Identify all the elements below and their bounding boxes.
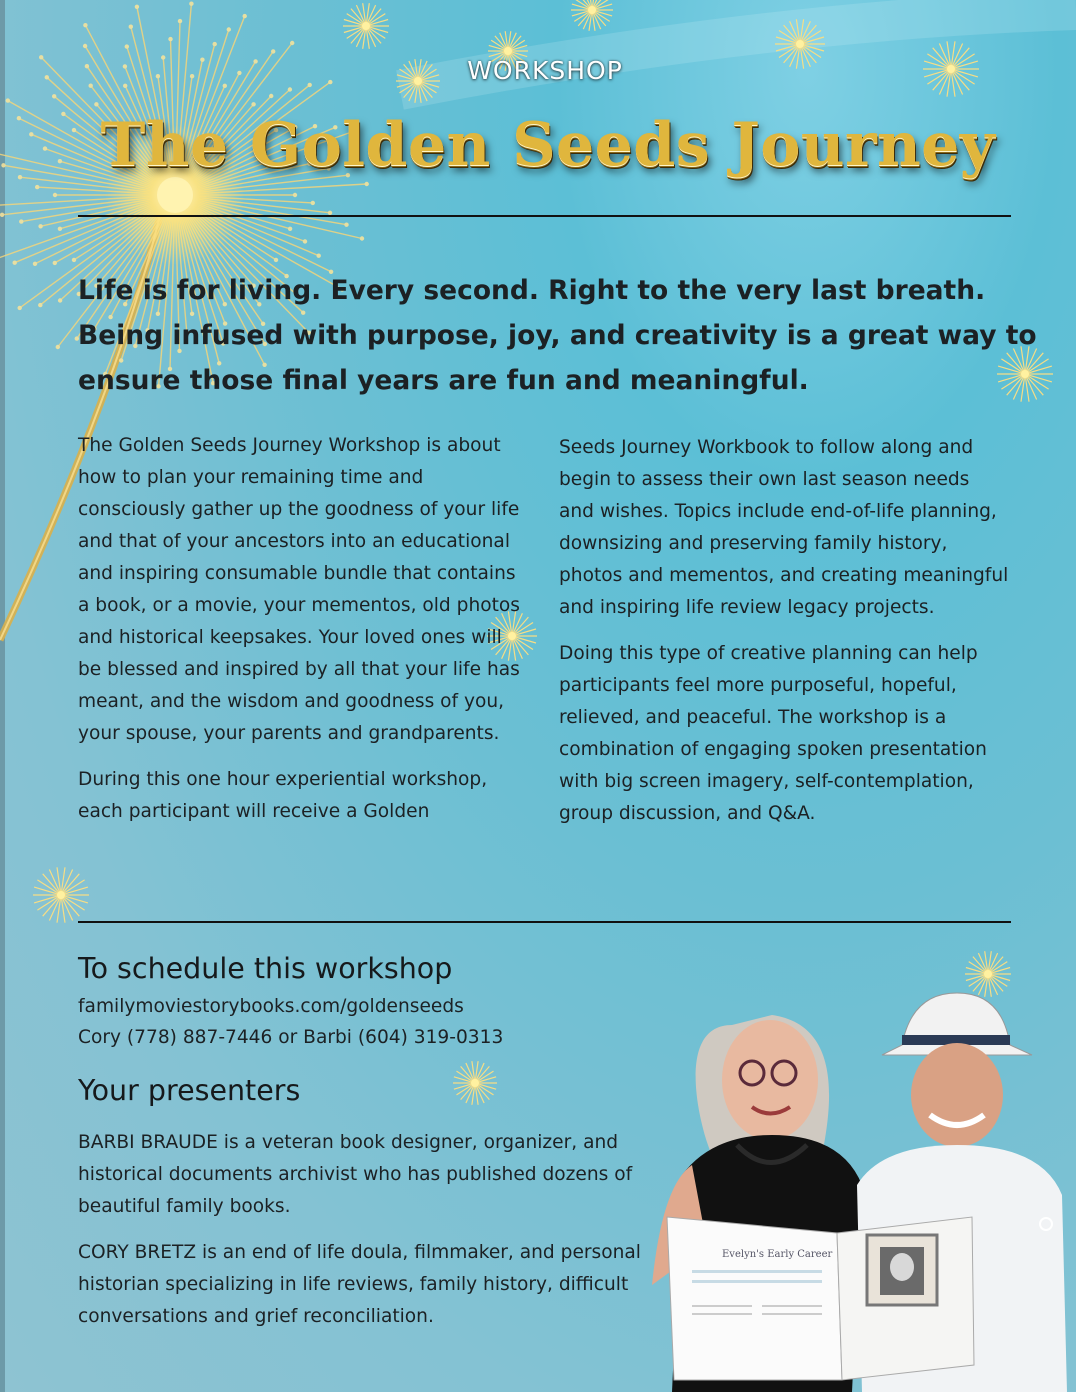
- body-paragraph: Seeds Journey Workbook to follow along and begin to assess their own last season needs and wishes. Topics include end-of-life planning, downsizing and preserving family history, photos and mementos, and creating meaningful and inspiring life review legacy projects.: [559, 437, 1009, 618]
- presenter-bio-barbi: BARBI BRAUDE is a veteran book designer, organizer, and historical documents archivist who has published dozens of beautiful family books.: [78, 1132, 633, 1217]
- workshop-kicker: WORKSHOP: [467, 56, 623, 85]
- schedule-heading: To schedule this workshop: [78, 952, 453, 985]
- lead-line: Life is for living. Every second. Right to the very last breath.: [78, 275, 986, 306]
- memory-book: [667, 1217, 974, 1380]
- book-caption: Evelyn's Early Career: [722, 1249, 833, 1260]
- page-title: The Golden Seeds Journey: [100, 110, 996, 180]
- lead-line: ensure those final years are fun and meaningful.: [78, 365, 809, 396]
- body-paragraph: Doing this type of creative planning can help participants feel more purposeful, hopeful, relieved, and peaceful. The workshop is a combination of engaging spoken presentation with big screen imagery, self-contemplation, group discussion, and Q&A.: [559, 643, 987, 824]
- divider-top: [78, 215, 1011, 217]
- presenters-heading: Your presenters: [78, 1074, 301, 1107]
- body-paragraph: During this one hour experiential workshop, each participant will receive a Golden: [78, 769, 488, 822]
- divider-middle: [78, 921, 1011, 923]
- seed-sparkle-icon: [30, 864, 92, 926]
- lead-paragraph: [78, 268, 1038, 403]
- body-column-left: [78, 430, 523, 842]
- contact-phones: Cory (778) 887-7446 or Barbi (604) 319-0313: [78, 1027, 504, 1048]
- body-paragraph: The Golden Seeds Journey Workshop is about how to plan your remaining time and consciously gather up the goodness of your life and that of your ancestors into an educational and inspiring consumable bundle that contains a book, or a movie, your mementos, old photos and historical keepsakes. Your loved ones will be blessed and inspired by all that your life has meant, and the wisdom and goodness of you, your spouse, your parents and grandparents.: [78, 435, 520, 744]
- seed-sparkle-icon: [450, 1058, 500, 1108]
- presenter-bio-cory: CORY BRETZ is an end of life doula, filmmaker, and personal historian specializing in life reviews, family history, difficult conversations and grief reconciliation.: [78, 1242, 641, 1327]
- seed-sparkle-icon: [340, 0, 392, 52]
- presenters-photo: [612, 985, 1076, 1392]
- body-column-right: [559, 432, 1009, 844]
- lead-line: Being infused with purpose, joy, and creativity is a great way to: [78, 320, 1037, 351]
- seed-sparkle-icon: [568, 0, 616, 34]
- website-link[interactable]: familymoviestorybooks.com/goldenseeds: [78, 996, 464, 1017]
